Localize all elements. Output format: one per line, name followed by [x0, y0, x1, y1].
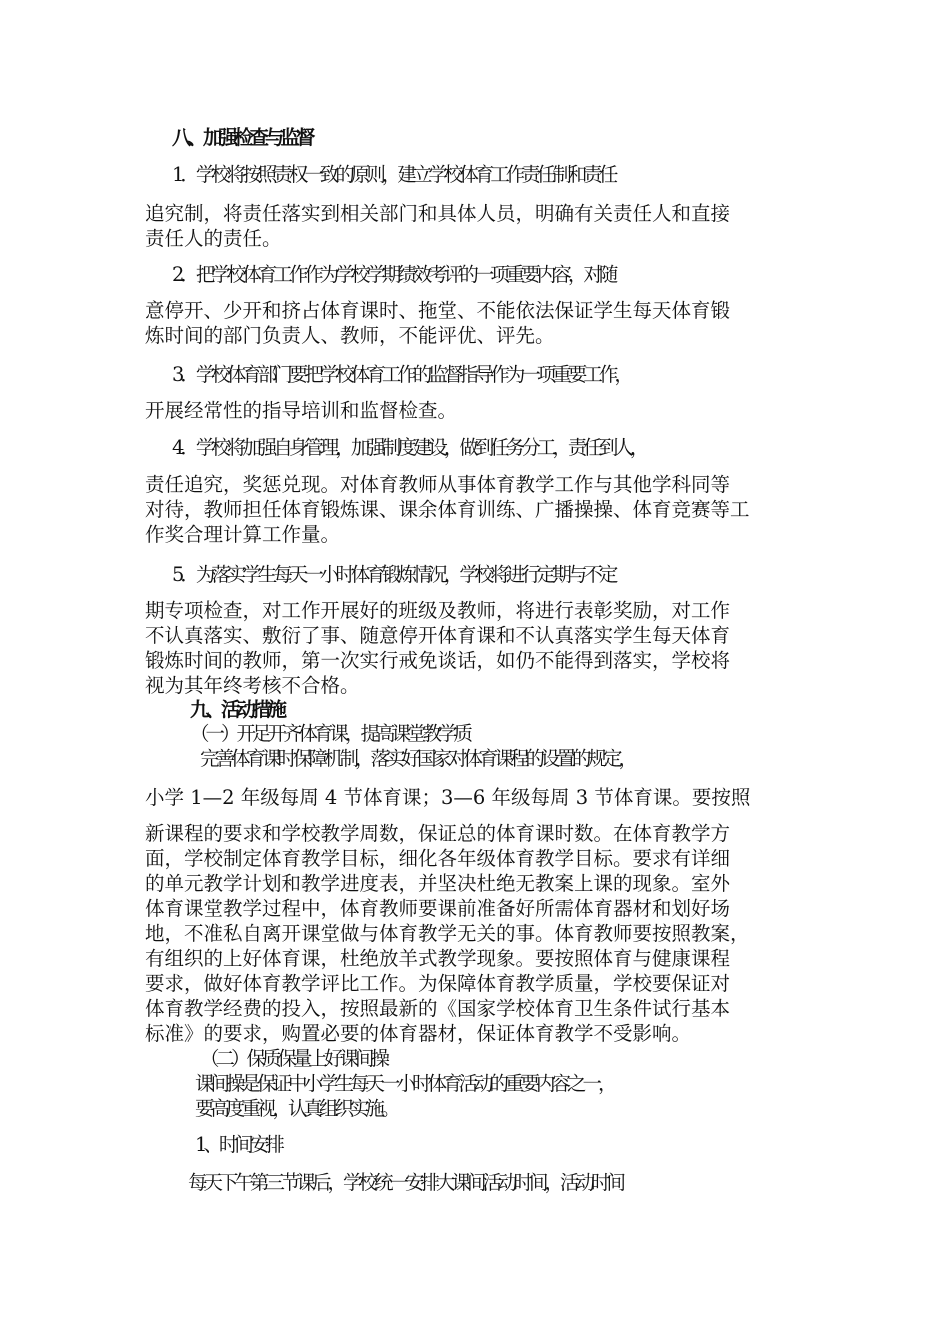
paragraph-2-line-3: 炼时间的部门负责人、教师，不能评优、评先。: [145, 324, 555, 347]
paragraph-4-line-2: 责任追究，奖惩兑现。对体育教师从事体育教学工作与其他学科同等: [145, 473, 731, 496]
paragraph-4-line-4: 作奖合理计算工作量。: [145, 523, 341, 546]
item-1-title: 1、时间安排: [195, 1133, 281, 1156]
section-heading-8: 八、加强检查与监督: [172, 126, 312, 149]
paragraph-3-line-1: 3．学校体育部门要把学校体育工作的监督指导作为一项重要工作，: [172, 363, 630, 386]
item-1-line-1: 每天下午第三节课后，学校统一安排大课间活动时间，活动时间: [188, 1171, 623, 1194]
subsection-1-line-6: 体育课堂教学过程中，体育教师要课前准备好所需体育器材和划好场: [145, 897, 731, 920]
paragraph-5-line-1: 5．为落实学生每天一小时体育锻炼情况，学校将进行定期与不定: [172, 563, 615, 586]
subsection-1-line-11: 标准》的要求，购置必要的体育器材，保证体育教学不受影响。: [145, 1022, 692, 1045]
section-heading-9: 九、活动措施: [190, 698, 284, 721]
subsection-2-line-2: 要高度重视，认真组织实施。: [195, 1097, 397, 1120]
subsection-1-line-1: 完善体育课时保障机制，落实好国家对体育课程的设置的规定，: [200, 747, 635, 770]
subsection-1-line-3: 新课程的要求和学校教学周数，保证总的体育课时数。在体育教学方: [145, 822, 731, 845]
paragraph-2-line-2: 意停开、少开和挤占体育课时、拖堂、不能依法保证学生每天体育锻: [145, 299, 731, 322]
paragraph-5-line-3: 不认真落实、敷衍了事、随意停开体育课和不认真落实学生每天体育: [145, 624, 731, 647]
subsection-1-line-9: 要求，做好体育教学评比工作。为保障体育教学质量，学校要保证对: [145, 972, 731, 995]
subsection-1-line-4: 面，学校制定体育教学目标，细化各年级体育教学目标。要求有详细: [145, 847, 731, 870]
paragraph-3-line-2: 开展经常性的指导培训和监督检查。: [145, 399, 458, 422]
subsection-2-line-1: 课间操是保证中小学生每天一小时体育活动的重要内容之一，: [195, 1072, 614, 1095]
paragraph-1-line-1: 1．学校将按照责权一致的原则，建立学校体育工作责任制和责任: [172, 163, 615, 186]
paragraph-4-line-1: 4．学校将加强自身管理，加强制度建设，做到任务分工，责任到人，: [172, 436, 646, 459]
subsection-1-line-7: 地，不准私自离开课堂做与体育教学无关的事。体育教师要按照教案，: [145, 922, 750, 945]
paragraph-5-line-2: 期专项检查，对工作开展好的班级及教师，将进行表彰奖励，对工作: [145, 599, 731, 622]
subsection-1-line-5: 的单元教学计划和教学进度表，并坚决杜绝无教案上课的现象。室外: [145, 872, 731, 895]
subsection-1-line-8: 有组织的上好体育课，杜绝放羊式教学现象。要按照体育与健康课程: [145, 947, 731, 970]
subsection-1-title: （一）开足开齐体育课，提高课堂教学质: [190, 722, 470, 745]
paragraph-1-line-3: 责任人的责任。: [145, 227, 282, 250]
paragraph-5-line-5: 视为其年终考核不合格。: [145, 674, 360, 697]
paragraph-1-line-2: 追究制，将责任落实到相关部门和具体人员，明确有关责任人和直接: [145, 202, 731, 225]
subsection-1-line-2: 小学 1—2 年级每周 4 节体育课；3—6 年级每周 3 节体育课。要按照: [145, 786, 751, 809]
paragraph-5-line-4: 锻炼时间的教师，第一次实行戒免谈话，如仍不能得到落实，学校将: [145, 649, 731, 672]
subsection-1-line-10: 体育教学经费的投入，按照最新的《国家学校体育卫生条件试行基本: [145, 997, 731, 1020]
subsection-2-title: （二）保质保量上好课间操: [200, 1047, 387, 1070]
paragraph-2-line-1: 2．把学校体育工作作为学校学期绩效考评的一项重要内容，对随: [172, 263, 615, 286]
paragraph-4-line-3: 对待，教师担任体育锻炼课、课余体育训练、广播操操、体育竞赛等工: [145, 498, 750, 521]
